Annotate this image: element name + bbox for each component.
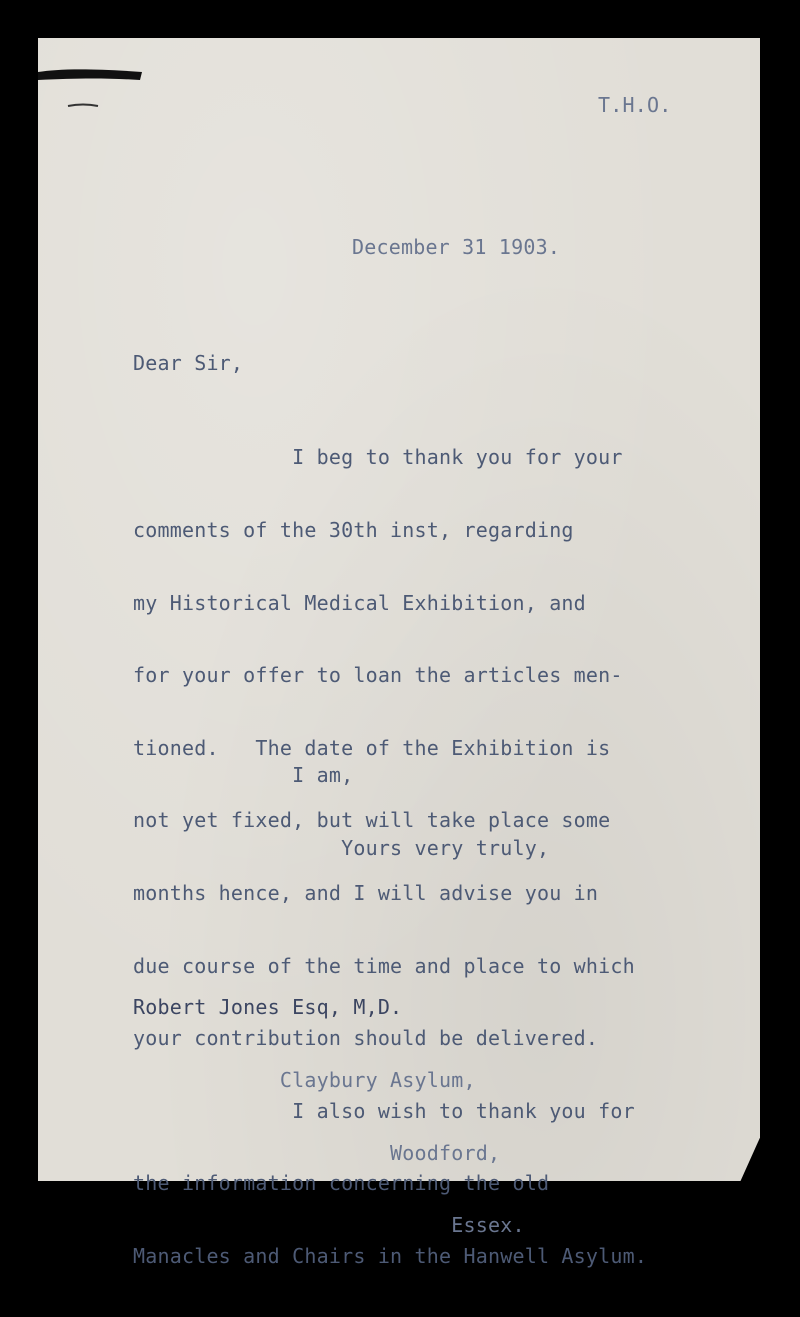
- address-line: Essex.: [133, 1213, 525, 1238]
- closing: [133, 715, 549, 909]
- body-line: I also wish to thank you for: [133, 1098, 635, 1123]
- closing-line: Yours very truly,: [133, 836, 550, 860]
- salutation: Dear Sir,: [133, 351, 244, 375]
- body-line: I beg to thank you for your: [133, 445, 623, 470]
- body-line: tioned. The date of the Exhibition is: [133, 735, 611, 760]
- address-line: Claybury Asylum,: [133, 1068, 476, 1092]
- address-line: Woodford,: [133, 1140, 501, 1165]
- closing-line: I am,: [133, 763, 354, 788]
- body-line: Manacles and Chairs in the Hanwell Asylum.: [133, 1243, 648, 1268]
- reference-initials: T.H.O.: [598, 93, 672, 117]
- body-line: due course of the time and place to which: [133, 953, 635, 978]
- recipient-address: [133, 947, 525, 1286]
- body-line: months hence, and I will advise you in: [133, 880, 599, 905]
- address-line: Robert Jones Esq, M,D.: [133, 995, 403, 1020]
- body-line: your contribution should be delivered.: [133, 1026, 599, 1051]
- body-line: comments of the 30th inst, regarding: [133, 518, 574, 542]
- body-line: the information concerning the old: [133, 1171, 550, 1196]
- body-line: not yet fixed, but will take place some: [133, 808, 611, 833]
- ink-smudge: [38, 66, 142, 86]
- letter-date: December 31 1903.: [352, 235, 561, 259]
- body-line: for your offer to loan the articles men-: [133, 663, 623, 688]
- body-line: my Historical Medical Exhibition, and: [133, 590, 586, 615]
